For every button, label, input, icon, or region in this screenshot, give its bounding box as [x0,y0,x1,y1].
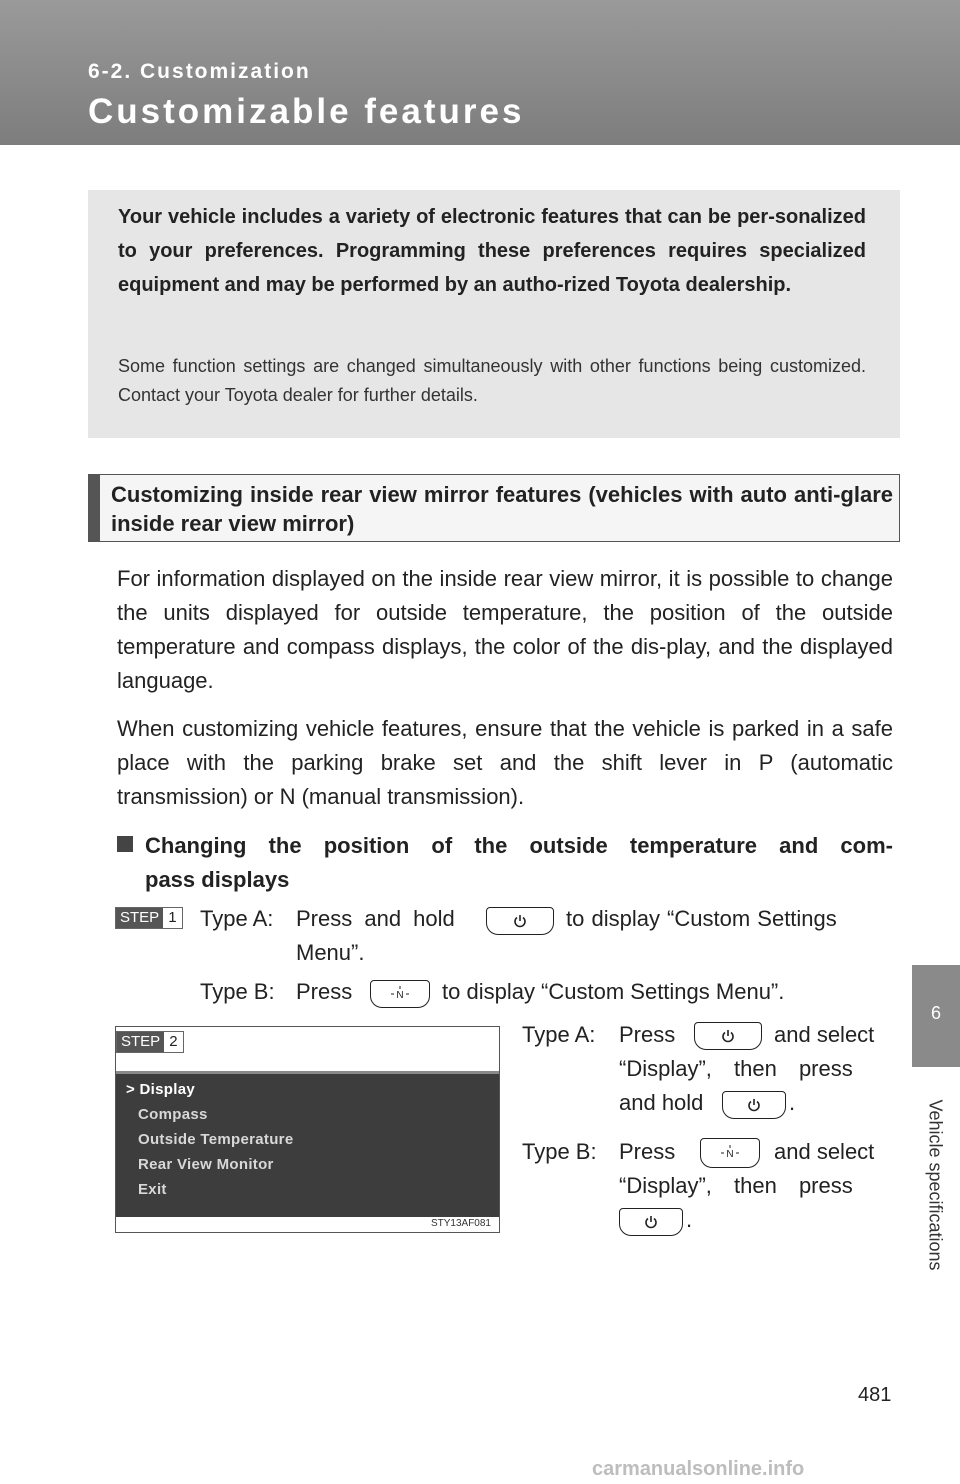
menu-item-compass: Compass [138,1106,208,1123]
power-icon [643,1214,659,1230]
menu-item-exit: Exit [138,1181,167,1198]
power-icon [512,913,528,929]
step2-type-a-press: Press [619,1022,676,1047]
intro-bold-text: Your vehicle includes a variety of electronic features that can be per-sonalized to your preferences. Programming these preferences requires specialized equipment and may be performed by an autho-rized Toyota dealership. [118,206,866,296]
power-icon [746,1097,762,1113]
menu-item-display: > Display [126,1081,195,1098]
step2-type-b-line2: “Display”, then press [619,1173,853,1198]
step2-type-a-end: . [789,1090,796,1115]
step2-type-b-label: Type B: [522,1139,597,1164]
menu-item-outside-temperature: Outside Temperature [138,1131,294,1148]
page-title: Customizable features [88,92,525,131]
step1-type-b-label: Type B: [200,979,275,1004]
svg-text:N: N [726,1149,734,1160]
power-icon [720,1028,736,1044]
menu-screen-figure [115,1026,500,1233]
compass-button-key [370,980,430,1008]
subsection-heading: Changing the position of the outside temperature and com- pass displays [117,829,893,897]
step1-type-a-press: Press and hold [296,906,455,931]
section-label: 6-2. Customization [88,60,311,83]
step1-type-a-label: Type A: [200,906,274,931]
paragraph-safety: When customizing vehicle features, ensure that the vehicle is parked in a safe place with the parking brake set and the shift lever in P (automatic transmission) or N (manual transmission). [117,716,893,809]
chapter-tab-number: 6 [930,1003,941,1023]
svg-text:N: N [396,990,404,1001]
step-2-badge: STEP 2 [116,1031,184,1053]
section-heading-bar [89,475,100,541]
step-1-badge: STEP 1 [115,907,183,929]
power-button-key [619,1208,683,1236]
step1-type-a-cont: Menu”. [296,940,365,965]
compass-button-key [700,1138,760,1168]
compass-n-icon [390,986,410,1002]
page-header [0,0,960,145]
figure-code: STY13AF081 [430,1218,491,1229]
step1-type-a-after: to display “Custom Settings [566,906,837,931]
step2-type-b-press: Press [619,1139,676,1164]
page-number: 481 [858,1384,892,1406]
intro-normal-text: Some function settings are changed simultaneously with other functions being customized. Contact your Toyota dealer for further details. [118,356,866,405]
step2-type-b-select: and select [774,1139,875,1164]
chapter-tab [912,965,960,1067]
step2-type-a-label: Type A: [522,1022,596,1047]
step2-type-a-select: and select [774,1022,875,1047]
step2-type-a-line3: and hold [619,1090,704,1115]
power-button-key [694,1022,762,1050]
compass-n-icon [720,1145,740,1161]
power-button-key [722,1091,786,1119]
paragraph-info: For information displayed on the inside rear view mirror, it is possible to change the units displayed for outside temperature, the position of the outside temperature and compass displays, the color of the dis-play, and the displayed language. [117,566,893,693]
step2-type-b-end: . [686,1207,693,1232]
step1-type-b-after: to display “Custom Settings Menu”. [442,979,785,1004]
step2-type-a-line2: “Display”, then press [619,1056,853,1081]
section-heading-box [88,474,900,542]
chapter-label: Vehicle specifications [925,1099,946,1271]
power-button-key [486,907,554,935]
menu-item-rear-view-monitor: Rear View Monitor [138,1156,274,1173]
step1-type-b-press: Press [296,979,353,1004]
square-bullet-icon [117,836,133,852]
mirror-display-screen [116,1071,499,1217]
section-heading: Customizing inside rear view mirror features (vehicles with auto anti-glare inside rear view mirror) [111,482,893,536]
screen-top-rule [116,1071,499,1074]
watermark: carmanualsonline.info [592,1458,805,1480]
